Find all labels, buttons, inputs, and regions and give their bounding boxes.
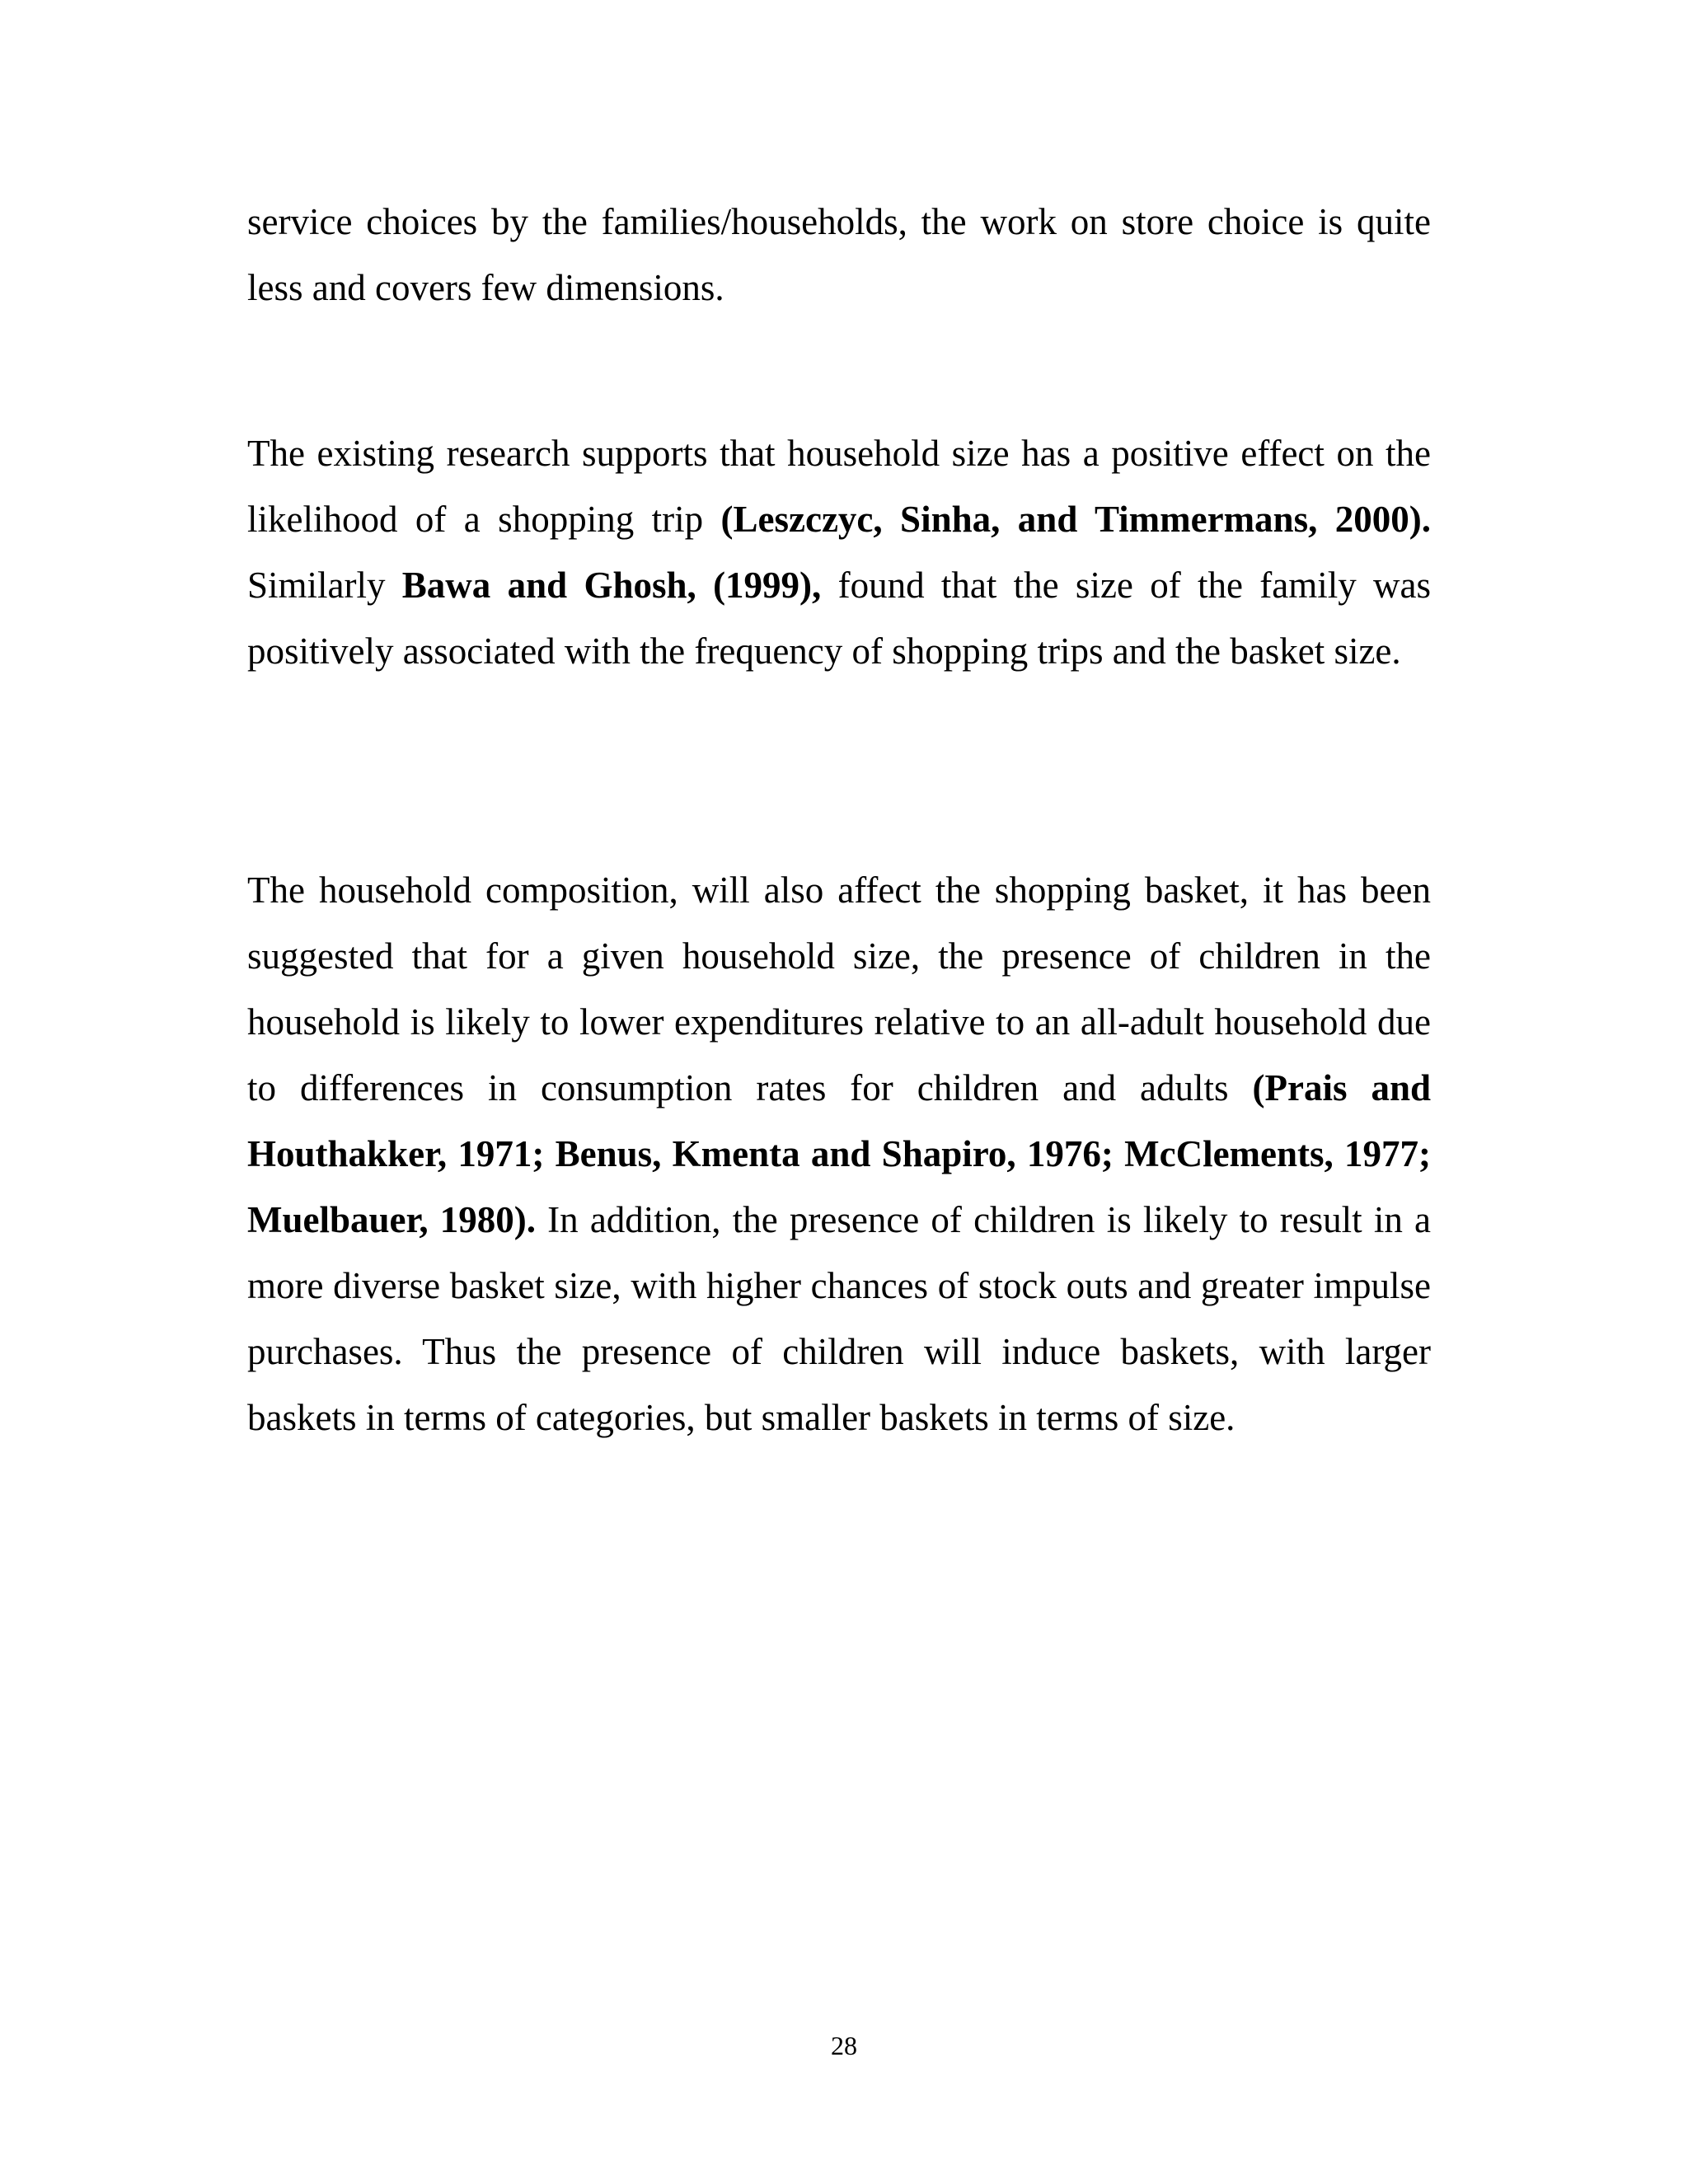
paragraph-3-text: The household composition, will also affect the shopping basket, it has been suggested that for a given household size, the presence of children in the household is likely to lower expenditures relative to an all-adult household due to differences in consumption rates for children and adults [247, 869, 1431, 1108]
paragraph-2-text: found that the size of the family was positively associated with the frequency of shopping trips and the basket size. [247, 565, 1431, 672]
paragraph-2 [247, 420, 1431, 684]
paragraph-2-text: Similarly [247, 565, 402, 606]
citation-prais-houthakker-group: (Prais and Houthakker, 1971; Benus, Kmenta and Shapiro, 1976; McClements, 1977; Muelbauer, 1980). [247, 1067, 1431, 1240]
citation-bawa-ghosh-1999: Bawa and Ghosh, (1999), [401, 565, 822, 606]
page-number: 28 [831, 2031, 857, 2060]
paragraph-3 [247, 857, 1431, 1451]
paragraph-1 [247, 189, 1431, 321]
paragraph-3-text: In addition, the presence of children is likely to result in a more diverse basket size, with higher chances of stock outs and greater impulse purchases. Thus the presence of children will induce baskets, with larger baskets in terms of categories, but smaller baskets in terms of size. [247, 1199, 1431, 1438]
paragraph-1-text: service choices by the families/households, the work on store choice is quite less and covers few dimensions. [247, 201, 1431, 308]
citation-leszczyc-2000: (Leszczyc, Sinha, and Timmermans, 2000). [720, 499, 1431, 540]
paragraph-2-text: The existing research supports that household size has a positive effect on the likelihood of a shopping trip [247, 433, 1431, 540]
